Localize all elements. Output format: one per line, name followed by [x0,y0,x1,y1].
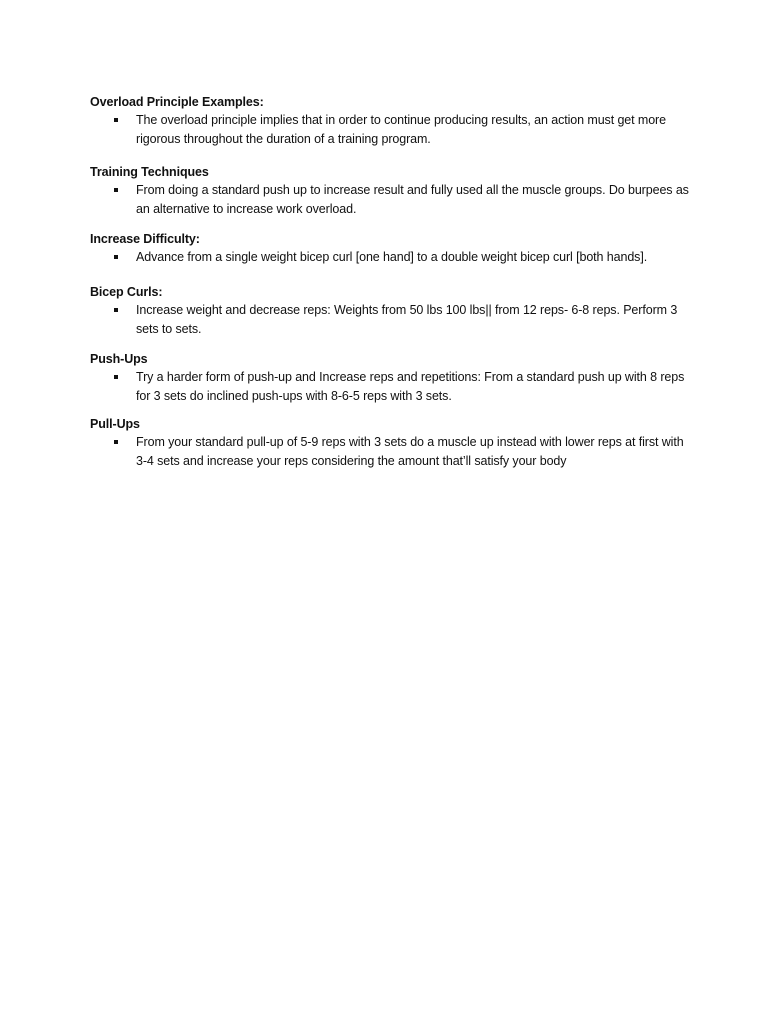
square-bullet-icon [114,118,118,122]
section-heading: Increase Difficulty: [90,232,200,246]
bullet-text: The overload principle implies that in order to continue producing results, an action must get more rigorous throughout the duration of a training program. [136,113,666,146]
section-heading: Push-Ups [90,352,148,366]
square-bullet-icon [114,375,118,379]
bullet-list [90,433,690,471]
bullet-text: Increase weight and decrease reps: Weights from 50 lbs 100 lbs|| from 12 reps- 6-8 reps. Perform 3 sets to sets. [136,303,678,336]
bullet-list [90,248,690,267]
square-bullet-icon [114,188,118,192]
bullet-item [90,368,690,406]
section-heading: Pull-Ups [90,417,140,431]
bullet-list [90,181,690,219]
square-bullet-icon [114,440,118,444]
section-training-techniques [90,163,690,219]
bullet-text: Try a harder form of push-up and Increase reps and repetitions: From a standard push up with 8 reps for 3 sets do inclined push-ups with 8-6-5 reps with 3 sets. [136,370,685,403]
bullet-item [90,111,690,149]
section-heading: Overload Principle Examples: [90,95,264,109]
bullet-list [90,111,690,149]
bullet-item [90,301,690,339]
document-content [90,93,690,471]
bullet-item [90,181,690,219]
section-increase-difficulty [90,230,690,267]
section-pull-ups [90,415,690,471]
square-bullet-icon [114,308,118,312]
bullet-text: Advance from a single weight bicep curl [one hand] to a double weight bicep curl [both hands]. [136,250,648,264]
section-overload-principle [90,93,690,149]
bullet-list [90,301,690,339]
bullet-item [90,433,690,471]
section-heading: Bicep Curls: [90,285,163,299]
bullet-text: From doing a standard push up to increase result and fully used all the muscle groups. Do burpees as an alternative to increase work overload. [136,183,689,216]
bullet-item [90,248,690,267]
section-push-ups [90,350,690,406]
section-heading: Training Techniques [90,165,209,179]
bullet-text: From your standard pull-up of 5-9 reps with 3 sets do a muscle up instead with lower reps at first with 3-4 sets and increase your reps considering the amount that’ll satisfy your body [136,435,684,468]
bullet-list [90,368,690,406]
square-bullet-icon [114,255,118,259]
section-bicep-curls [90,283,690,339]
